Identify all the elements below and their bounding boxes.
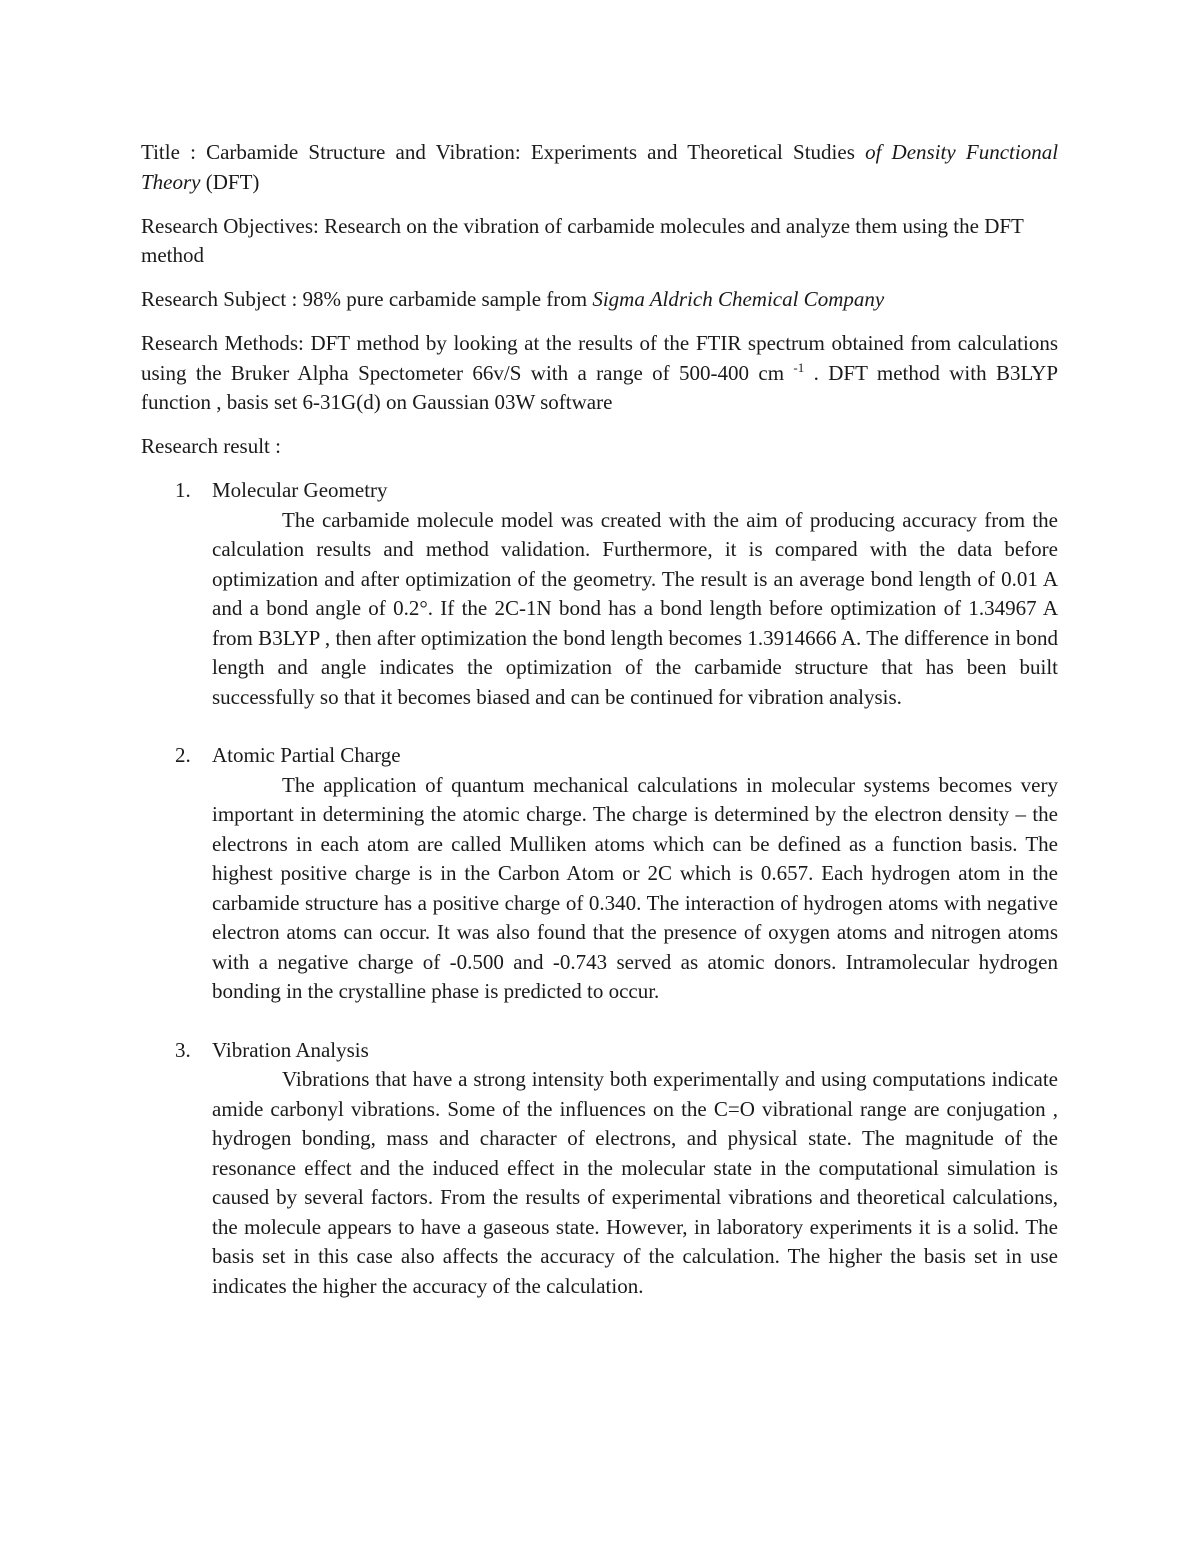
subject-company: Sigma Aldrich Chemical Company	[592, 287, 885, 311]
subject-paragraph	[141, 285, 1058, 315]
results-list	[141, 476, 1058, 1301]
subject-text: 98% pure carbamide sample from	[302, 287, 588, 311]
result-heading: Molecular Geometry	[212, 478, 388, 502]
result-item-molecular-geometry	[141, 476, 1058, 712]
result-body: The carbamide molecule model was created with the aim of producing accuracy from the calculation results and method validation. Furthermore, it is compared with the data before optimization and after optimization of the geometry. The result is an average bond length of 0.01 A and a bond angle of 0.2°. If the 2C-1N bond has a bond length before optimization of 1.34967 A from B3LYP , then after optimization the bond length becomes 1.3914666 A. The difference in bond length and angle indicates the optimization of the carbamide structure that has been built successfully so that it becomes biased and can be continued for vibration analysis.	[212, 507, 1058, 709]
result-heading: Vibration Analysis	[212, 1037, 369, 1062]
methods-superscript: -1	[793, 359, 805, 375]
result-heading: Atomic Partial Charge	[212, 743, 401, 767]
title-text: Carbamide Structure and Vibration: Experiments and Theoretical Studies	[206, 140, 855, 164]
methods-paragraph	[141, 329, 1058, 418]
title-label: Title :	[141, 140, 196, 164]
result-item-vibration-analysis	[141, 1036, 1058, 1302]
objectives-text: Research on the vibration of carbamide molecules and analyze them using the DFT method	[141, 213, 1024, 267]
objectives-paragraph	[141, 212, 1058, 271]
document-content	[141, 138, 1058, 1330]
results-label: Research result :	[141, 434, 281, 458]
result-number: 3.	[175, 1037, 191, 1062]
result-number: 2.	[175, 743, 191, 767]
title-tail: (DFT)	[205, 169, 260, 194]
result-number: 1.	[175, 478, 191, 502]
methods-text-a: DFT method by looking at the results of the FTIR spectrum obtained from calculations using the Bruker Alpha Spectometer 66v/S with a range of 500-400 cm	[141, 331, 1059, 385]
objectives-label: Research Objectives:	[141, 213, 319, 238]
result-body: Vibrations that have a strong intensity both experimentally and using computations indicate amide carbonyl vibrations. Some of the influences on the C=O vibrational range are conjugation , hydrogen bonding, mass and character of electrons, and physical state. The magnitude of the resonance effect and the induced effect in the molecular state in the computational simulation is caused by several factors. From the results of experimental vibrations and theoretical calculations, the molecule appears to have a gaseous state. However, in laboratory experiments it is a solid. The basis set in this case also affects the accuracy of the calculation. The higher the basis set in use indicates the higher the accuracy of the calculation.	[212, 1067, 1058, 1298]
title-paragraph	[141, 138, 1058, 197]
methods-text-b: . DFT method with B3LYP function , basis set 6-31G(d) on Gaussian 03W software	[141, 360, 1059, 414]
methods-label: Research Methods:	[141, 331, 304, 355]
result-item-atomic-partial-charge	[141, 741, 1058, 1007]
result-body: The application of quantum mechanical calculations in molecular systems becomes very important in determining the atomic charge. The charge is determined by the electron density – the electrons in each atom are called Mulliken atoms which can be defined as a function basis. The highest positive charge is in the Carbon Atom or 2C which is 0.657. Each hydrogen atom in the carbamide structure has a positive charge of 0.340. The interaction of hydrogen atoms with negative electron atoms can occur. It was also found that the presence of oxygen atoms and nitrogen atoms with a negative charge of -0.500 and -0.743 served as atomic donors. Intramolecular hydrogen bonding in the crystalline phase is predicted to occur.	[212, 772, 1058, 1003]
subject-label: Research Subject :	[141, 287, 298, 311]
title-italic-text: of Density Functional Theory	[141, 140, 1059, 194]
